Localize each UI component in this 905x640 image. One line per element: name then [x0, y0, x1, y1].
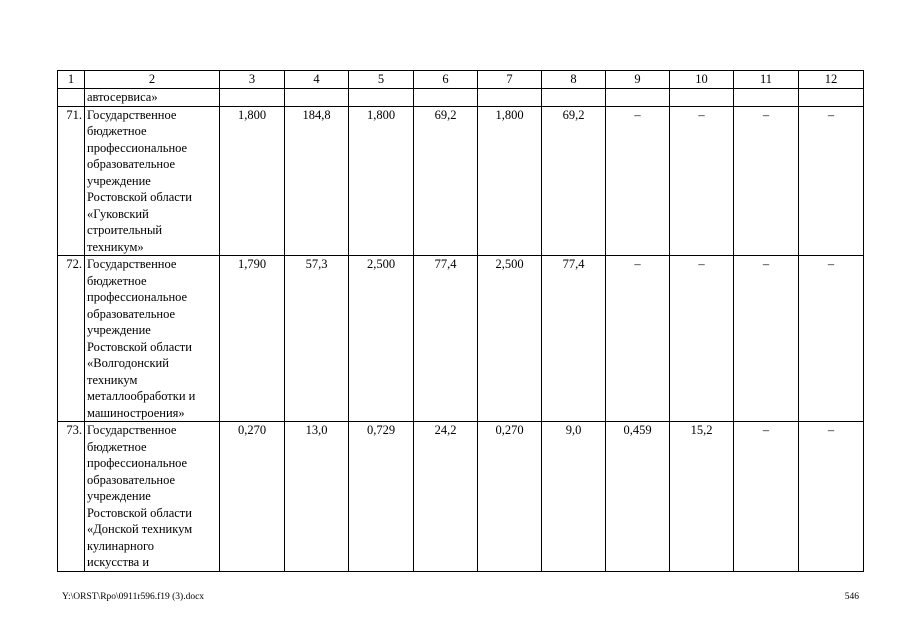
cell-value: – [670, 256, 734, 422]
name-line: образовательное [87, 306, 176, 321]
column-header-6: 6 [414, 71, 478, 89]
cell-value: 77,4 [542, 256, 606, 422]
name-line: «Волгодонский [87, 356, 169, 370]
cell-value [220, 89, 285, 107]
cell-name [85, 422, 220, 572]
cell-value: – [734, 422, 799, 572]
table-row [58, 106, 864, 256]
column-header-2: 2 [85, 71, 220, 89]
cell-num: 72. [58, 256, 85, 422]
cell-value: 15,2 [670, 422, 734, 572]
name-line: Государственное [87, 107, 177, 122]
name-line: Государственное [87, 423, 177, 437]
cell-value [414, 89, 478, 107]
data-table [57, 70, 864, 572]
name-line: учреждение [87, 173, 151, 188]
cell-value: 1,790 [220, 256, 285, 422]
table-row [58, 422, 864, 572]
cell-value: 69,2 [542, 106, 606, 256]
cell-num: 73. [58, 422, 85, 572]
cell-value: 77,4 [414, 256, 478, 422]
name-line: металлообработки и [87, 389, 196, 403]
cell-value: 1,800 [349, 106, 414, 256]
cell-value: 184,8 [285, 106, 349, 256]
cell-value: – [799, 256, 864, 422]
name-line: бюджетное [87, 124, 147, 138]
cell-value: 0,729 [349, 422, 414, 572]
name-line: кулинарного [87, 538, 155, 553]
name-line: автосервиса» [87, 90, 158, 104]
cell-value: 13,0 [285, 422, 349, 572]
file-path: Y:\ORST\Rpo\0911r596.f19 (3).docx [62, 592, 205, 602]
cell-value: 2,500 [478, 256, 542, 422]
cell-value: 1,800 [220, 106, 285, 256]
cell-value: 0,270 [220, 422, 285, 572]
column-header-7: 7 [478, 71, 542, 89]
name-line: Ростовской области [87, 505, 192, 520]
name-line: бюджетное [87, 273, 147, 288]
cell-value: 57,3 [285, 256, 349, 422]
cell-value [285, 89, 349, 107]
cell-value [478, 89, 542, 107]
name-line: профессиональное [87, 140, 188, 155]
name-line: образовательное [87, 472, 176, 487]
name-line: учреждение [87, 323, 151, 337]
name-line: профессиональное [87, 456, 188, 470]
name-line: Ростовской области [87, 339, 192, 354]
header-row [58, 71, 864, 89]
cell-value: 9,0 [542, 422, 606, 572]
name-line: учреждение [87, 489, 151, 503]
cell-value: – [734, 106, 799, 256]
cell-value: 1,800 [478, 106, 542, 256]
cell-value: 69,2 [414, 106, 478, 256]
name-line: искусства и [87, 555, 150, 569]
name-line: техникум [87, 372, 138, 387]
cell-value [799, 89, 864, 107]
column-header-5: 5 [349, 71, 414, 89]
name-line: машиностроения» [87, 405, 185, 420]
column-header-1: 1 [58, 71, 85, 89]
column-header-12: 12 [799, 71, 864, 89]
cell-value: – [606, 256, 670, 422]
name-line: техникум» [87, 239, 144, 254]
cell-value [670, 89, 734, 107]
name-line: Ростовской области [87, 190, 192, 204]
name-line: «Донской техникум [87, 522, 193, 536]
cell-value: – [734, 256, 799, 422]
cell-value: 2,500 [349, 256, 414, 422]
cell-value: 0,459 [606, 422, 670, 572]
cell-value: 0,270 [478, 422, 542, 572]
column-header-3: 3 [220, 71, 285, 89]
continuation-row [58, 89, 864, 107]
cell-name [85, 256, 220, 422]
cell-value: 24,2 [414, 422, 478, 572]
column-header-10: 10 [670, 71, 734, 89]
cell-name [85, 89, 220, 107]
page-number: 546 [844, 592, 859, 602]
cell-value [542, 89, 606, 107]
table-row [58, 256, 864, 422]
column-header-11: 11 [734, 71, 799, 89]
cell-num: 71. [58, 106, 85, 256]
cell-value [606, 89, 670, 107]
column-header-8: 8 [542, 71, 606, 89]
cell-value [349, 89, 414, 107]
cell-value: – [799, 106, 864, 256]
name-line: профессиональное [87, 290, 188, 304]
name-line: Государственное [87, 257, 177, 271]
cell-value [734, 89, 799, 107]
cell-name [85, 106, 220, 256]
name-line: образовательное [87, 157, 176, 171]
column-header-4: 4 [285, 71, 349, 89]
cell-value: – [799, 422, 864, 572]
cell-value: – [606, 106, 670, 256]
cell-num [58, 89, 85, 107]
name-line: «Гуковский [87, 206, 149, 221]
name-line: бюджетное [87, 439, 147, 454]
name-line: строительный [87, 223, 163, 237]
cell-value: – [670, 106, 734, 256]
column-header-9: 9 [606, 71, 670, 89]
